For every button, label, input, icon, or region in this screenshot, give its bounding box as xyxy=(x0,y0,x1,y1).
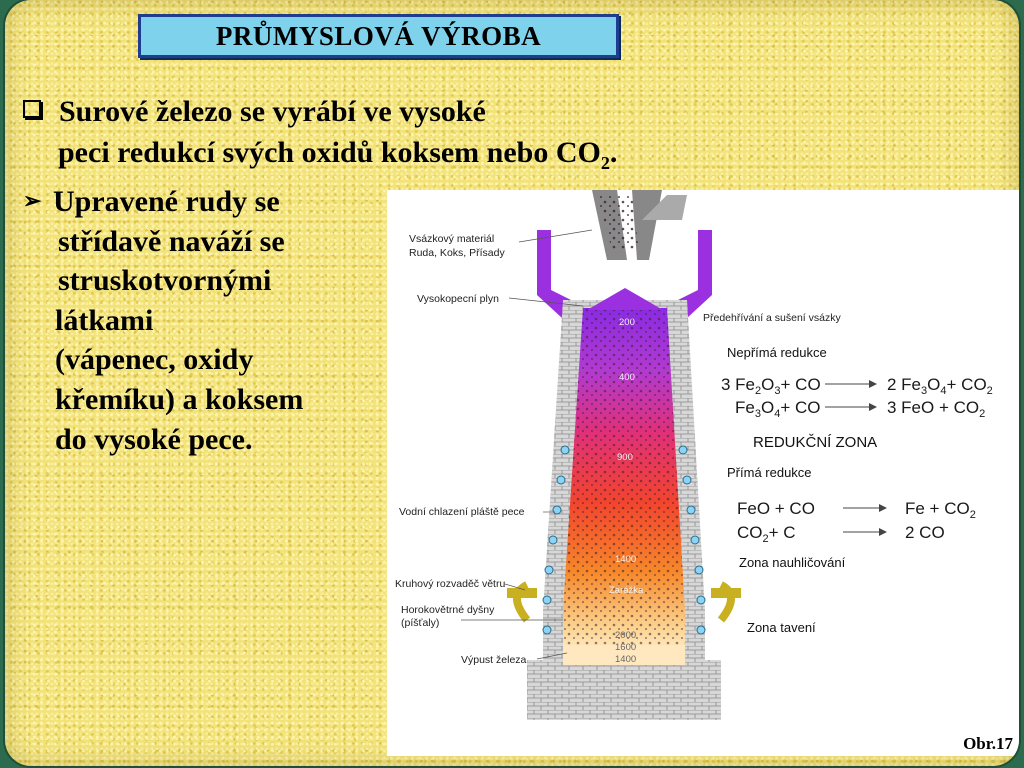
label-blast-furnace-gas: Vysokopecní plyn xyxy=(417,293,499,305)
label-zarazka: Zarážka xyxy=(609,585,644,596)
furnace-hearth xyxy=(527,660,721,720)
co2-subscript: 2 xyxy=(600,152,610,173)
label-reduction-zone: REDUKČNÍ ZONA xyxy=(753,434,878,451)
svg-text:3 Fe2O3+ CO: 3 $Fe_2O_3+$ CO xyxy=(721,375,821,397)
temp-1400-bottom: 1400 xyxy=(615,654,637,665)
temp-200: 200 xyxy=(619,317,635,328)
svg-text:FeO + CO: FeO + CO xyxy=(737,499,815,518)
bullet-2-line-6: křemíku) a koksem xyxy=(55,382,304,416)
label-water-cooling: Vodní chlazení pláště pece xyxy=(399,506,525,518)
arrow-bullet-icon: ➢ xyxy=(23,188,42,213)
bullet-1-line-1: Surové železo se vyrábí ve vysoké xyxy=(59,95,486,128)
bullet-1-line-2 xyxy=(23,133,843,175)
svg-text:Fe + CO2: $Fe + CO_2$ xyxy=(905,499,976,521)
title-text: PRŮMYSLOVÁ VÝROBA xyxy=(215,20,542,51)
bullet-2-line-3: struskotvornými xyxy=(58,264,272,298)
figure-caption: Obr.17 xyxy=(963,734,1013,753)
label-ore-coke-additives: Ruda, Koks, Přísady xyxy=(409,247,505,259)
temp-400: 400 xyxy=(619,372,635,383)
svg-text:CO2+ C: $CO_2+ C$ xyxy=(737,523,796,545)
bullet-2-line-1: Upravené rudy se xyxy=(53,185,280,218)
blast-furnace-svg xyxy=(387,190,1019,756)
label-melting-zone: Zona tavení xyxy=(747,620,816,635)
label-tuyeres-note: (píšťaly) xyxy=(401,617,440,629)
label-tuyeres: Horokovětrné dyšny xyxy=(401,604,495,616)
page-title xyxy=(138,14,619,58)
bullet-2-line-7: do vysoké pece. xyxy=(55,422,253,456)
bullet-2 xyxy=(23,182,403,459)
charging-hopper xyxy=(592,190,687,260)
temp-1400: 1400 xyxy=(615,554,637,565)
equation-4 xyxy=(737,523,945,545)
svg-text:3 FeO + CO2: 3 FeO + $CO_2$ xyxy=(887,398,986,420)
bullet-2-line-2: střídavě naváží se xyxy=(58,224,285,258)
burden-cone xyxy=(587,288,663,310)
label-carburization-zone: Zona nauhličování xyxy=(739,555,846,570)
equation-3 xyxy=(737,499,976,521)
label-bustle-pipe: Kruhový rozvaděč větru xyxy=(395,578,506,590)
svg-text:Fe3O4+ CO: $Fe_3O_4+$ CO xyxy=(735,398,821,420)
bullet-2-line-4: látkami xyxy=(55,303,154,337)
svg-text:2 Fe3O4+ CO2: 2 $Fe_3O_4+ CO_2$ xyxy=(887,375,993,397)
label-charge-material: Vsázkový materiál xyxy=(409,233,495,245)
label-iron-tap: Výpust železa xyxy=(461,654,527,666)
bullet-1 xyxy=(23,92,843,175)
bullet-1-period: . xyxy=(609,135,618,169)
checkbox-bullet-icon xyxy=(23,100,41,118)
temp-1600: 1600 xyxy=(615,642,637,653)
label-direct-reduction: Přímá redukce xyxy=(727,465,812,480)
slide xyxy=(5,0,1019,766)
temp-2000: 2000 xyxy=(615,630,637,641)
label-indirect-reduction: Nepřímá redukce xyxy=(727,345,827,360)
bullet-2-line-5: (vápenec, oxidy xyxy=(55,343,254,377)
label-preheating: Předehřívání a sušení vsázky xyxy=(703,312,841,324)
svg-text:2 CO: 2 CO xyxy=(905,523,945,542)
bullet-1-line-2-text: peci redukcí svých oxidů koksem nebo CO xyxy=(58,135,601,169)
equation-2 xyxy=(735,398,985,420)
temp-900: 900 xyxy=(617,452,633,463)
blast-furnace-diagram xyxy=(387,190,1019,756)
equation-1 xyxy=(721,375,993,397)
